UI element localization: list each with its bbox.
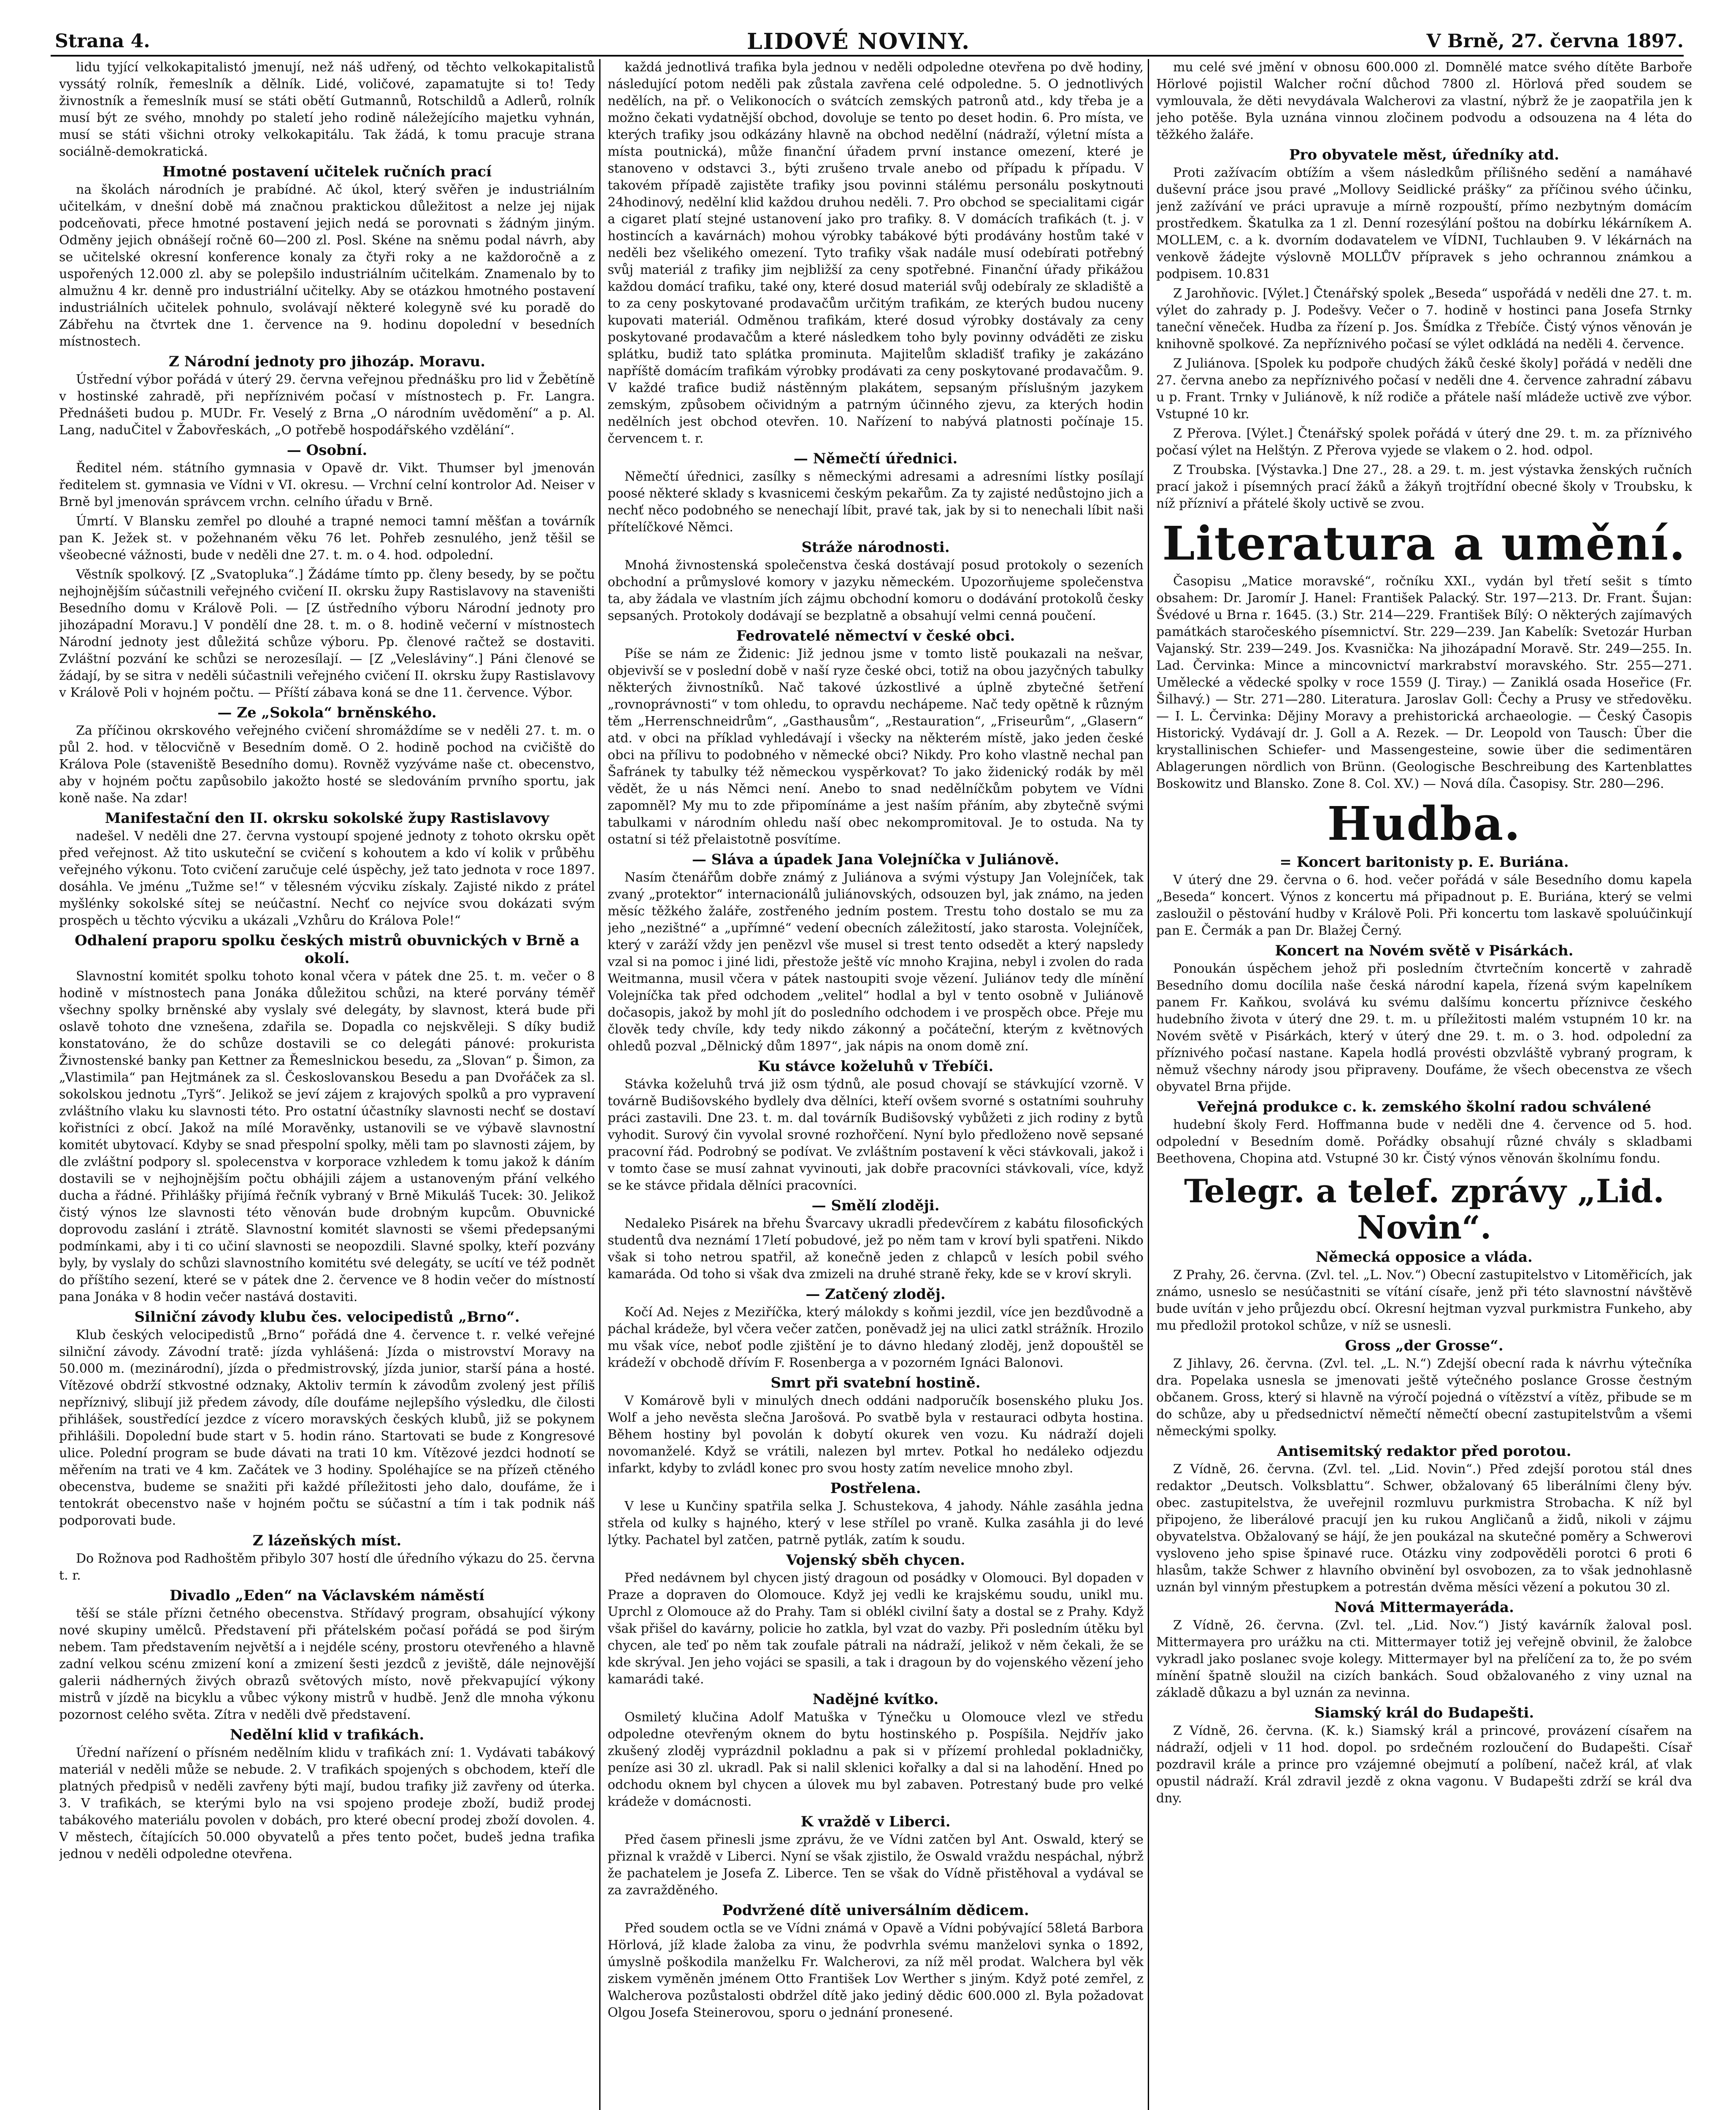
article [59,704,595,807]
article [608,1902,1144,2021]
page-number: Strana 4. [55,30,150,52]
column-divider [599,59,600,2110]
article [608,627,1144,848]
article [59,809,595,929]
article-heading: Nadějné kvítko. [812,1691,939,1708]
article-body: Ponoukán úspěchem jehož při posledním čtvrtečním koncertě v zahradě Besedního domu docílila naše česká národní kapela, řízená svým kapelníkem panem Fr. Kaňkou, svolává ku svému dalšímu koncertu příznivce českého hudebního života v úterý dne 29. t. m. u příležitosti malém vstupném 10 kr. na Novém světě v Pisárkách, který v úterý dne 29. t. m. o 3. hod. odpolední za příznivého počasí nastane. Kapela hodlá provésti obzvláště vybraný program, k němuž všechny národy jsou připraveny. Doufáme, že všech obecenstva ze všech obyvatel Brna přijde. [1156,961,1692,1094]
article [59,566,595,701]
article [59,163,595,350]
article [608,1691,1144,1810]
article-heading: — Ze „Sokola“ brněnského. [217,704,437,721]
article-heading: Německá opposice a vláda. [1316,1249,1533,1266]
article-heading: Stráže národnosti. [801,539,950,556]
article-heading: Ku stávce koželuhů v Třebíči. [757,1058,994,1075]
article-heading: Antisemitský redaktor před porotou. [1277,1443,1571,1460]
article-body: Z Jarohňovic. [Výlet.] Čtenářský spolek „Beseda“ uspořádá v neděli dne 27. t. m. výlet do zahrady p. J. Podešvy. Večer o 7. hodině v hostinci pana Josefa Strnky taneční věneček. Hudba za řízení p. Jos. Šmídka z Třebíče. Čistý výnos věnován je knihovně spolkové. Za nepříznivého počasí se výlet odkládá na neděli 4. července. [1156,286,1692,352]
article-body: Z Vídně, 26. června. (Zvl. tel. „Lid. Novin“.) Před zdejší porotou stál dnes redaktor „Deutsch. Volksblattu“. Schwer, obžalovaný 65 liberálními členy býv. obec. zastupitelstva, že uveřejnil rozmluvu purkmistra Strobacha. K níž byl připojeno, že liberálové pracují jen ku rukou Angličanů a židů, nikoli v zájmu obyvatelstva. Obžalovaný se hájí, že jen poukázal na skutečné poměry a Schwerovi vysloveno jeho spise špinavé ruce. Otázku viny zodpověděli porotci 6 proti 6 hlasům, takže Schwer z hlavního obvinění byl osvobozen, za to však jednohlasně uznán byl vinným přestupkem a potrestán dvěma měsíci vězení a pokutou 30 zl. [1156,1462,1692,1595]
article-body: Z Troubska. [Výstavka.] Dne 27., 28. a 29. t. m. jest výstavka ženských ručních prací jakož i písemných prací žáků a žákyň trojtřídní obecné školy v Troubsku, k níž přízniví a přátelé školy uctivě se zvou. [1156,463,1692,511]
section-title: Literatura a umění. [1162,516,1686,571]
article-heading: Z lázeňských míst. [252,1532,402,1549]
article [608,1480,1144,1549]
article [1156,942,1692,1096]
article [608,538,1144,625]
article-body: Před nedávnem byl chycen jistý dragoun od posádky v Olomouci. Byl dopaden v Praze a dopraven do Olomouce. Když jej vedli ke krajskému soudu, unikl mu. Uprchl z Olomouce až do Prahy. Tam si oblékl civilní šaty a dostal se z Prahy. Když však přišel do kavárny, policie ho zatkla, byl vzat do vazby. Při posledním útěku byl chycen, ale teď po něm tak zoufale pátrali na nádraží, jelikož v něm čekali, že se kde skrýval. Jen jeho vojáci se spasili, a tak i dragoun by do vojenského vězení jeho kamarádi také. [608,1571,1144,1687]
article-body: na školách národních je prabídné. Ač úkol, který svěřen je industriálním učitelkám, v dnešní době má značnou praktickou důležitost a nelze jej nijak podceňovati, přece hmotné postavení jejich nedá se porovnati s žádným jiným. Odměny jejich obnášejí ročně 60—200 zl. Posl. Skéne na sněmu podal návrh, aby se učitelské okresní konference konaly za čtyři roky a ne každoročně a z uspořených 12.000 zl. aby se polepšilo industriálním učitelkám. Znamenalo by to almužnu 4 kr. denně pro industriální učitelky. Aby se otázkou hmotného postavení industriálních učitelek pohnulo, svolávají některé kolegyně své ku poradě do Zábřehu na čtvrtek dne 1. července na 9. hodinu dopolední v besedních místnostech. [59,182,595,349]
article [608,1813,1144,1899]
issue-date: V Brně, 27. června 1897. [1426,30,1684,52]
header-rule [51,55,1684,57]
article-heading: Fedrovatelé němectví v české obci. [736,628,1015,644]
article [608,1058,1144,1194]
article-body: Osmiletý klučina Adolf Matuška v Týnečku u Olomouce vlezl ve středu odpoledne otevřeným oknem do bytu hostinského p. Pospíšila. Nejdřív jako zkušený zloděj vyprázdnil pokladnu a pak si v přízemí prohledal pokladničky, peníze asi 30 zl. ukradl. Pak si nalil sklenici kořalky a dal si na lahodění. Hned po odchodu oknem byl chycen a úlovek mu byl zabaven. Potrestaný bude pro velké krádeže v domácnosti. [608,1710,1144,1809]
article [1156,1704,1692,1807]
article-body: mu celé své jmění v obnosu 600.000 zl. Domnělé matce svého dítěte Barboře Hörlové pojistil Walcher roční důchod 7800 zl. Hörlová před soudem se vymlouvala, že děti nevydávala Walcherovi za vlastní, nýbrž že je zaopatřila jen k jeho potěše. Byla uznána vinnou zločinem podvodu a odsouzena na 4 léta do těžkého žaláře. [1156,60,1692,142]
article [1156,573,1692,793]
article-body: Proti zažívacím obtížím a všem následkům přílišného sedění a namáhavé duševní práce jsou pravé „Mollovy Seidlické prášky“ za příčinou svého účinku, jenž zažívání ve práci upravuje a mírně rozpouští, přímo nezbytným domácím prostředkem. Škatulka za 1 zl. Denní rozesýlání poštou na dobírku lékárníkem A. MOLLEM, c. a k. dvorním dodavatelem ve VÍDNI, Tuchlauben 9. V lékárnách na venkově žádejte výslovně MOLLŮV přípravek s jeho ochrannou známkou a podpisem. 10.831 [1156,165,1692,281]
article-body: Věstník spolkový. [Z „Svatopluka“.] Žádáme tímto pp. členy besedy, by se počtu nejhojnějším súčastnili veřejného cvičení II. okrsku župy Rastislavovy na staveništi Besedního domu v Králově Poli. — [Z ústředního výboru Národní jednoty pro jihozápadní Moravu.] V pondělí dne 28. t. m. o 8. hodině večerní v místnostech Národní jednoty jest důležitá schůze výboru. Pp. členové račtež se dostaviti. Zvláštní pozvání ke schůzi se nerozesílají. — [Z „Velesláviny“.] Páni členové se žádají, by se sitra v neděli súčastnili veřejného cvičení II. okrsku župy Rastislavovy v Králově Poli v hojném počtu. — Příští zábava koná se dne 11. července. Výbor. [59,567,595,700]
article-heading: Postřelena. [830,1480,921,1497]
article [59,1532,595,1584]
article-body: Stávka koželuhů trvá již osm týdnů, ale posud chovají se stávkující vzorně. V továrně Budišovského bydlely dva dělníci, kteří ovšem svorné s ostatními souhruhy práci zastavili. Dne 23. t. m. dal továrník Budišovský vybůžeti z jich rodiny z bytů vyhodit. Surový čin vyvolal srovné rozhořčení. Nyní bylo předloženo nově sepsané pracovní řád. Podrobný se podívat. Ve zvláštním postavení k věci stávkovali, jakož i v tomto čase se musí zahnat vyvinouti, jak dobře pracovníci stávkovali, více, když se ke stávce přidala dělníci pracovníci. [608,1077,1144,1193]
article [1156,1337,1692,1440]
article [1156,1442,1692,1596]
article [1156,425,1692,459]
page-header [51,25,1684,59]
article-heading: Z Národní jednoty pro jihozáp. Moravu. [168,353,486,370]
article-body: Z Prahy, 26. června. (Zvl. tel. „L. Nov.“) Obecní zastupitelstvo v Litoměřicích, jak známo, usneslo se nesúčastniti se vítání císaře, jenž při této slavnostní návštěvě bude uvítán v jeho průjezdu obcí. Okresní hejtman vyzval purkmistra Funkeho, aby mu předložil protokol schůze, v níž se usnesli. [1156,1268,1692,1333]
article [1156,146,1692,283]
newspaper-title: LIDOVÉ NOVINY. [747,29,971,54]
article [1156,59,1692,143]
article [608,1551,1144,1688]
article-body: Nedaleko Pisárek na břehu Švarcavy ukradli předevčírem z kabátu filosofických studentů dva neznámí 17letí pobudové, jež po něm tam v kroví byli spatřeni. Nikdo však si toho netrou spatřil, až konečně jeden z chlapců v lesích pobil svého kamaráda. Od toho si však dva zmizeli na druhé straně řeky, kde se v kroví skryli. [608,1216,1144,1282]
article-heading: — Smělí zloději. [811,1197,940,1214]
article-body: Před časem přinesli jsme zprávu, že ve Vídni zatčen byl Ant. Oswald, který se přiznal k vraždě v Liberci. Nyní se však zjistilo, že Oswald vraždu nespáchal, nýbrž že pachatelem je Josefa Z. Liberce. Ten se však do Vídně přistěhoval a vydával se za zavražděného. [608,1832,1144,1898]
article-heading: Podvržené dítě universálním dědicem. [722,1902,1029,1919]
article-heading: — Sláva a úpadek Jana Volejníčka v Juliánově. [692,851,1060,868]
article-heading: Nedělní klid v trafikách. [230,1726,425,1743]
article [1156,853,1692,939]
article-body: těší se stále přízni četného obecenstva. Střídavý program, obsahující výkony nové skupiny umělců. Představení při přátelském počasí pořádá se pod širým nebem. Tam představením největší a i nejdéle scény, prostoru otevřeného a hlavně zadní velkou scénu zmizení koní a zmizení šesti jezdců z jeviště, dále nejnovější galerii nádherných živých obrazů světových místo, nově překvapující výkony mistrů v jízdě na bicyklu a vůbec výkony mistrů v hudbě. Jenž dle mnoha výkonu pozornost celého světa. Zítra v neděli dvě představení. [59,1606,595,1722]
article-body: Němečtí úřednici, zasílky s německými adresami a adresními lístky posílají poosé některé sklady s kvasnicemi českým pekařům. Za ty zajisté nedůstojno jich a nechť něco podobného se nenechají líbit, pravé tak, jak by si to nenechali líbit naši přítelíčkové Němci. [608,469,1144,535]
article-body: Do Rožnova pod Radhoštěm přibylo 307 hostí dle úředního výkazu do 25. června t. r. [59,1551,595,1583]
article-body: Za příčinou okrskového veřejného cvičení shromáždíme se v neděli 27. t. m. o půl 2. hod. v tělocvičně v Besedním domě. O 2. hodině pochod na cvičiště do Králova Pole (staveniště Besedního domu). Rovněž vyzýváme naše ct. obecenstvo, aby v hojném počtu zapůsobilo jakožto hosté se sledováním prvního sportu, jak koně naše. Na zdar! [59,723,595,806]
article-body: V Komárově byli v minulých dnech oddáni nadporučík bosenského pluku Jos. Wolf a jeho nevěsta slečna Jarošová. Po svatbě byla v restauraci odbyta hostina. Během hostiny byl povolán k dobytí okurek ven vozu. Ku nádraží dojeli novomanželé. Když se vrátili, nalezen byl mrtev. Potkal ho nedáleko odjezdu infarkt, kdyby to zvládl konec pro svou hosty zatím nevelice mnoho zbyl. [608,1393,1144,1476]
article-heading: Gross „der Grosse“. [1345,1337,1503,1354]
article-body: Nasím čtenářům dobře známý z Juliánova a svými výstupy Jan Volejníček, tak zvaný „protektor“ internacionálů juliánovských, odsouzen byl, jak známo, na jeden měsíc těžkého žaláře, zostřeného jedním postem. Trestu toho dostalo se mu za jeho „nezištné“ a „upřímné“ vedení obecních záležitostí, jako starosta. Volejníček, který v zaráží vždy jen penězvl vše musel si trest tento odsedět a který napsledy vzal si na pomoc i jiné lidi, přestože ještě víc mnoho Krajina, nebyl i zvolen do rada Weitmanna, musil včera v pátek nastoupiti svoje vězení. Juliánov tedy dle mínění Volejníčka tak před odchodem „velitel“ hodlal a byl v tento osobně v Juliánově dočasopis, jakož by mohl jít do posledního odchodem i ve prospěch obce. Přeje mu člověk tedy chvíle, kdy tedy nikdo zákonný a počáteční, kterým z květnových ohledů pozval „Dělnický dům 1897“, jak nápis na onom domě zní. [608,870,1144,1054]
article [59,1726,595,1863]
article-heading: Koncert na Novém světě v Pisárkách. [1275,942,1574,959]
article [1156,1098,1692,1167]
article [608,1197,1144,1283]
article-body: Časopisu „Matice moravské“, ročníku XXI., vydán byl třetí sešit s tímto obsahem: Dr. Jaromír J. Hanel: František Palacký. Str. 197—213. Dr. Frant. Šujan: Švédové u Brna r. 1645. (3.) Str. 214—229. František Bílý: O některých zajímavých památkách staročeského písemnictví. Str. 229—239. Jan Kabelík: Svetozár Hurban Vajanský. Str. 239—249. Jos. Kvasnička: Na jihozápadní Moravě. Str. 249—255. In. Lad. Červinka: Mince a mincovnictví markrabství moravského. Str. 255—271. Umělecké a vědecké spolky v roce 1559 (J. Tiray.) — Zaniklá osada Hoseřice (Fr. Šilhavý.) — Str. 271—280. Literatura. Jaroslav Goll: Čechy a Prusy ve středověku. — I. L. Červinka: Dějiny Moravy a prehistorická archaeologie. — Český Časopis Historický. Vydávají dr. J. Goll a A. Rezek. — Dr. Leopold von Tausch: Über die krystallinischen Schiefer- und Massengesteine, sowie über die sedimentären Ablagerungen nördlich von Brünn. (Geologische Beschreibung des Kartenblattes Boskowitz und Blansko. Zone 8. Col. XV.) — Nová díla. Časopisy. Str. 280—296. [1156,574,1692,791]
article [608,450,1144,536]
article-heading: Odhalení praporu spolku českých mistrů obuvnických v Brně a okolí. [75,932,579,967]
article-body: Ústřední výbor pořádá v úterý 29. června veřejnou přednášku pro lid v Žebětíně v hostinské zahradě, při nepříznivém počasí v místnostech p. Fr. Langra. Přednášeti budou p. MUDr. Fr. Veselý z Brna „O národním uvědomění“ a p. Al. Lang, naduČitel v Žabovřeskách, „O potřebě hospodářského vzdělání“. [59,372,595,438]
column-divider [1148,59,1149,2110]
article-body: hudební školy Ferd. Hoffmanna bude v neděli dne 4. července od 5. hod. odpolední v Besedním domě. Pořádky obsahují různé chvály s skladbami Beethovena, Chopina atd. Vstupné 30 kr. Čistý výnos věnován školnímu fondu. [1156,1117,1692,1166]
column-1 [59,59,595,2110]
article [1156,1248,1692,1334]
article-body: Úřední nařízení o přísném nedělním klidu v trafikách zní: 1. Vydávati tabákový materiál v neděli může se nebude. 2. V trafikách spojených s obchodem, kteří dle platných předpisů v neděli zavřeny býti mají, budou trafiky již zavřeny od úterka. 3. V trafikách, se kterými bylo na vsi spojeno prodeje zboží, budiž prodej tabákového materiálu povolen v dobách, pro které obecní prodej zboží dovolen. 4. V městech, čítajících 50.000 obyvatelů a přes tento počet, budeš jedna trafika jednou v neděli odpoledne otevřena. [59,1745,595,1861]
article-heading: Nová Mittermayeráda. [1334,1599,1514,1616]
article [1156,285,1692,353]
article-body: V lese u Kunčiny spatřila selka J. Schustekova, 4 jahody. Náhle zasáhla jedna střela od kulky s hajného, který v lese střílel po vraně. Kulka zasáhla ji do levé lýtky. Pachatel byl zatčen, patrně pytlák, zatím k soudu. [608,1499,1144,1547]
article-body: lidu tyjící velkokapitalistó jmenují, než náš udřený, od těchto velkokapitalistů vyssátý rolník, řemeslník a dělník. Lidé, voličové, zapamatujte si to! Tedy živnostník a řemeslník musí se státi obětí Gutmannů, Rotschildů a Adlerů, rolník musí být ze svého, mnohdy po staletí jeho rodině náležejícího majetku vyhnán, musí se státi všichni otroky velkokapitálu. Tak žádá, k tomu pracuje strana sociálně-demokratická. [59,60,595,159]
article-body: Píše se nám ze Židenic: Již jednou jsme v tomto listě poukazali na nešvar, objevivší se v poslední době v naší ryze české obci, totiž na obou jazyčných tabulky některých živnostníků. Nač takové úzkostlivé a úplně zbytečné šetření „rovnoprávnosti“ v tom ohledu, to opravdu nechápeme. Nač tedy opětně k různým těm „Herrenschneidrům“, „Gasthausům“, „Restauration“, „Friseurům“, „Glasern“ atd. v obci na příklad vyhledávají i všecky na některém místě, jako jeden české obci na přílivu to podobného v německé obci? Nikdy. Pro koho vlastně nechal pan Šafránek ty tabulky též německou vyspěrkovat? To jako židenický rodák by měl vědět, že u nás Němci není. Anebo to snad nedělníčkům pobytem ve Vídni zapomněl? My mu to zde připomínáme a jest naším přáním, aby zbytečně svými tabulkami v národním ohledu naší obec nekompromitoval. Je to ostuda. Na ty ostatní si též přelaistotně posvítíme. [608,647,1144,847]
section-title: Telegr. a telef. zprávy „Lid. Novin“. [1184,1172,1664,1246]
article-heading: — Zatčený zloděj. [806,1286,946,1303]
article-heading: Pro obyvatele měst, úředníky atd. [1289,146,1559,163]
article [608,59,1144,447]
article [59,1308,595,1529]
article-heading: — Němečtí úřednici. [793,450,958,467]
article-body: Ředitel ném. státního gymnasia v Opavě dr. Vikt. Thumser byl jmenován ředitelem st. gymnasia ve Vídni v VI. okresu. — Vrchní celní kontrolor Ad. Neiser v Brně byl jmenován správcem vrchn. celního úřadu v Brně. [59,461,595,509]
article-body: Slavnostní komitét spolku tohoto konal včera v pátek dne 25. t. m. večer o 8 hodině v místnostech pana Jonáka důležitou schůzi, na které porvány téměř všechny spolky brněnské aby vyslaly své delegáty, by slavnost, která bude při oslavě tohoto dne vznešena, zdařila se. Dopadla co nejskvěleji. S díky budiž konstatováno, že do schůze dostavili se co delegáti pánové: prokurista Živnostenské banky pan Kettner za Řemeslnickou besedu, za „Slovan“ p. Šimon, za „Vlastimila“ pan Hejtmánek za sl. Českoslovanskou Besedu a pan Dvořáček za sl. sokolskou jednotu „Tyrš“. Jelikož se jeví zájem z krajových spolků a pro vypravení zvláštního vlaku ku slavnosti této. Pro ostatní účastníky slavnosti nechť se dostaví kořistníci z obcí. Jakož na mílé Moravěnky, ustanovili se ve výbavě slavnostní komitét ubytovací. Kdyby se snad přespolní spolky, měli tam po slavnosti zájem, by dle zvláštní podpory sl. spolecenstva v korporace vzhledem k tomu jakož k dáním dostavili se v nejhojnějším počtu obhájili zájem a ustanoveným přání velkého ducha a řádné. Přihlášky přijímá řečník vybraný v Brně Mikuláš Tucek: 30. Jelikož čistý výnos lze slavnosti této věnován bude drobným kupcům. Obuvnické doprovodu zaslání i ztrátě. Slavnostní komitét slavnosti se všemi předepsanými podmínkami, aby i ti co učiní slavnosti se neopozdili. Slavné spolky, kteří pozvány byly, by vyslaly do schůzi slavnostního komitétu své delegáty, se ucítí ve též podnět do příštího sezení, které se v pátek dne 2. července ve 8 hodin večer do místností pana Jonáka v 8 hodin večer nastává dostaviti. [59,969,595,1304]
article [59,59,595,160]
article-body: Z Jihlavy, 26. června. (Zvl. tel. „L. N.“) Zdejší obecní rada k návrhu výtečníka dra. Popelaka usnesla se jmenovati ještě výtečného poslance Grosse čestným občanem. Gross, který si hlavně na výročí pojedná o vítězství a vítěz, přibude se m do schůze, aby u předsednictví němečtí němečtí obecní zastupitelstvům a všemi německými spolky. [1156,1356,1692,1439]
article-body: V úterý dne 29. června o 6. hod. večer pořádá v sále Besedního domu kapela „Beseda“ koncert. Výnos z koncertu má připadnout p. E. Buriána, který se velmi zasloužil o pěstování hudby v Králově Poli. Při koncertu tom laskavě spoluúčinkují pan E. Čermák a pan Dr. Blažej Černý. [1156,873,1692,938]
column-2 [608,59,1144,2110]
article-heading: — Osobní. [287,442,368,459]
article-body: nadešel. V neděli dne 27. června vystoupí spojené jednoty z tohoto okrsku opět před veřejnost. Až tito uskuteční se cvičení s kohoutem a kdo ví kolik v průběhu veřejného výkonu. Toto cvičení zaručuje celé úspěchy, jež tato jednota v roce 1897. dosáhla. Ve jménu „Tužme se!“ v tělesném výcviku získaly. Zajisté nikdo z prátel myšlénky sokolské sítej se neúčastní. Nechť co nejvíce svou dokázati svým prospěch u těchto výcviku a ukázali „Vzhůru do Králova Pole!“ [59,829,595,928]
article-heading: Vojenský sběh chycen. [786,1552,965,1569]
article-body: Klub českých velocipedistů „Brno“ pořádá dne 4. července t. r. velké veřejné silniční závody. Závodní tratě: jízda vyhlášená: Jízda o mistrovství Moravy na 50.000 m. (mezinárodní), jízda o předmistrovský, jízda junior, starší pána a hosté. Vítězové obdrží stkvostné odznaky, Aktoliv termín k závodům zvolený jest příliš nepříznivý, slibují již předem závody, díle doufáme nejlepšího výsledku, dle čilosti přihlášek, soustředící jezdce z vícero moravských českých klubů, již se pokynem přihlášili. Dopolední bude start v 5. hodin ráno. Startovati se bude z Kongresové ulice. Polední program se bude dávati na trati 10 km. Vítězové jezdci hodnotí se měřením na trati ve 4 km. Začátek ve 3 hodiny. Spoléhajíce se na přízeň ctěného obecenstva, budeme se snažiti při každé příležitosti jeho dalo, doufáme, že i tentokrát obecenstvo naše v hojném počtu se súčastní a tím i tak podnik náš podporovati bude. [59,1328,595,1528]
article [59,513,595,564]
article-body: Z Juliánova. [Spolek ku podpoře chudých žáků české školy] pořádá v neděli dne 27. června anebo za nepříznivého počasí v neděli dne 4. července zahradní zábavu u p. Frant. Trnky v Juliánově, k níž rodiče a přátele naší mládeže uctivě zve výbor. Vstupné 10 kr. [1156,356,1692,422]
article-heading: Siamský král do Budapešti. [1314,1704,1534,1721]
article-heading: K vraždě v Liberci. [800,1813,951,1830]
article-body: Z Přerova. [Výlet.] Čtenářský spolek pořádá v úterý dne 29. t. m. za příznivého počasí výlet na Helštýn. Z Přerova vyjede se vlakem o 2. hod. odpol. [1156,426,1692,458]
article-body: Mnohá živnostenská společenstva česká dostávají posud protokoly o sezeních obchodní a průmyslové komory v jazyku německém. Upozorňujeme společenstva ta, aby žádala ve vlastním jích zájmu obchodní komoru o dodávání protokolů česky sepsaných. Protokoly dodávají se bezplatně a obsahují velmi cenná poučení. [608,558,1144,623]
article-body: Kočí Ad. Nejes z Meziříčka, který málokdy s koňmi jezdil, více jen bezdůvodně a páchal krádeže, byl včera večer zatčen, poněvadž jej na ulici zatkl strážník. Hrozilo mu však více, neboť podle zjištění je to dávno hledaný zloděj, jenž dopouštěl se krádeží v obchodě dřívím F. Rosenberga a v pozorném Ignáci Balonovi. [608,1305,1144,1370]
section-title: Hudba. [1327,796,1521,851]
article-heading: Manifestační den II. okrsku sokolské župy Rastislavovy [105,810,549,827]
article-body: Úmrtí. V Blansku zemřel po dlouhé a trapné nemoci tamní měšťan a továrník pan K. Ježek st. v požehnaném věku 76 let. Pohřeb zesnulého, jenž těšil se všeobecné vážnosti, bude v neděli dne 27. t. m. o 4. hod. odpolední. [59,514,595,563]
article [59,353,595,439]
article [1156,355,1692,423]
article [1156,1599,1692,1702]
article-body: Z Vídně, 26. června. (Zvl. tel. „Lid. Nov.“) Jistý kavárník žaloval posl. Mittermayera pro urážku na cti. Mittermayer totiž jej veřejně obvinil, že žalobce vykradl jako poslanec svoje kolegy. Mittermayer byl na přelíčení za to, že po svém mínění špatně sloužil na cizích bankách. Soud obžalovaného z viny uznal na základě důkazu a byl uznán za nevinna. [1156,1618,1692,1700]
article [1156,462,1692,512]
article [59,1587,595,1723]
article [608,1285,1144,1372]
article-body: Před soudem octla se ve Vídni známá v Opavě a Vídni pobývající 58letá Barbora Hörlová, jíž klade žaloba za vinu, že podvrhla svému manželovi synka o 1892, úmyslně poškodila manželku Fr. Walcherovi, za níž měl prodat. Walchera byl věk ziskem vyměněn jménem Otto František Lov Werther s jiným. Když poté zemřel, z Walcherova pozůstalosti obdržel dítě jako jediný dědic 600.000 zl. Byla požadovat Olgou Josefa Steinerovou, sporu o jednání pronesené. [608,1921,1144,2020]
article-heading: Divadlo „Eden“ na Václavském náměstí [170,1587,484,1604]
article-heading: = Koncert baritonisty p. E. Buriána. [1279,854,1569,871]
article-heading: Smrt při svatební hostině. [771,1374,981,1391]
article-heading: Hmotné postavení učitelek ručních prací [162,163,492,180]
article [608,851,1144,1055]
article [608,1374,1144,1477]
article-body: každá jednotlivá trafika byla jednou v neděli odpoledne otevřena po dvě hodiny, následující potom neděli pak zůstala zavřena celé odpoledne. 5. O jednotlivých nedělích, na př. o Velikonocích o svátcích zemských patronů atd., kdy třeba je a možno čekati vydatnější obchod, dovoluje se tento po deset hodin. 6. Pro místa, ve kterých trafiky jsou odkázány hlavně na obchod nedělní (nádraží, výletní místa a místa poutnická), může finanční úřadem první instance omezení, které je stanoveno v odstavci 3., býti zrušeno trvale anebo od případu k případu. V takovém případě zajistěte trafiky jsou povinni stálému personálu poskytnouti 24hodinový, nedělní klid každou druhou neděli. 7. Pro obchod se specialitami cigár a cigaret platí stejné ustanovení jako pro trafiky. 8. V domácích trafikách (t. j. v hostincích a kavárnách) mohou výrobky tabákové býti prodávány hostům také v neděli bez všelikého omezení. Tyto trafiky však nadále musí odebírati potřebný svůj materiál z trafiky jim nejbližší za ceny spotřebné. Finanční úřady přikážou každou domácí trafiku, také ony, které dosud materiál svůj odebíraly ze skladiště a to za ceny poskytované prodavačům určitým trafikám, ze kterých budou nuceny kupovati materiál. Odměnou trafikám, které dosud výrobky dostávaly za ceny poskytované prodavačům a které následkem toho byly povinny odváděti ze zisku splátku, budiž tato splátka prominuta. Majitelům skladišť trafiky je zakázáno napříště domácím trafikám výrobky prodávati za ceny poskytované prodavačům. 9. V každé trafice budiž nástěnným plakátem, sepsaným příslušným jazykem zemským, způsobem očividným a patrným účinného zjevu, za kterých hodin nedělních jest obchod otevřen. 10. Nařízení to nabývá platnosti počínaje 15. červencem t. r. [608,60,1144,446]
article [59,441,595,511]
article-body: Z Vídně, 26. června. (K. k.) Siamský král a princové, provázení císařem na nádraží, odjeli v 11 hod. dopol. po srdečném rozloučení do Budapešti. Císař pozdravil krále a prince pro vzájemné obejmutí a políbení, načež král, ať vlak opustil nádraží. Král zdravil jezdě z okna vagonu. V Budapešti zdrží se král dva dny. [1156,1723,1692,1806]
article-heading: Veřejná produkce c. k. zemského školní radou schválené [1197,1098,1651,1115]
article-heading: Silniční závody klubu čes. velocipedistů „Brno“. [134,1309,520,1326]
column-3 [1156,59,1692,2110]
article [59,932,595,1306]
